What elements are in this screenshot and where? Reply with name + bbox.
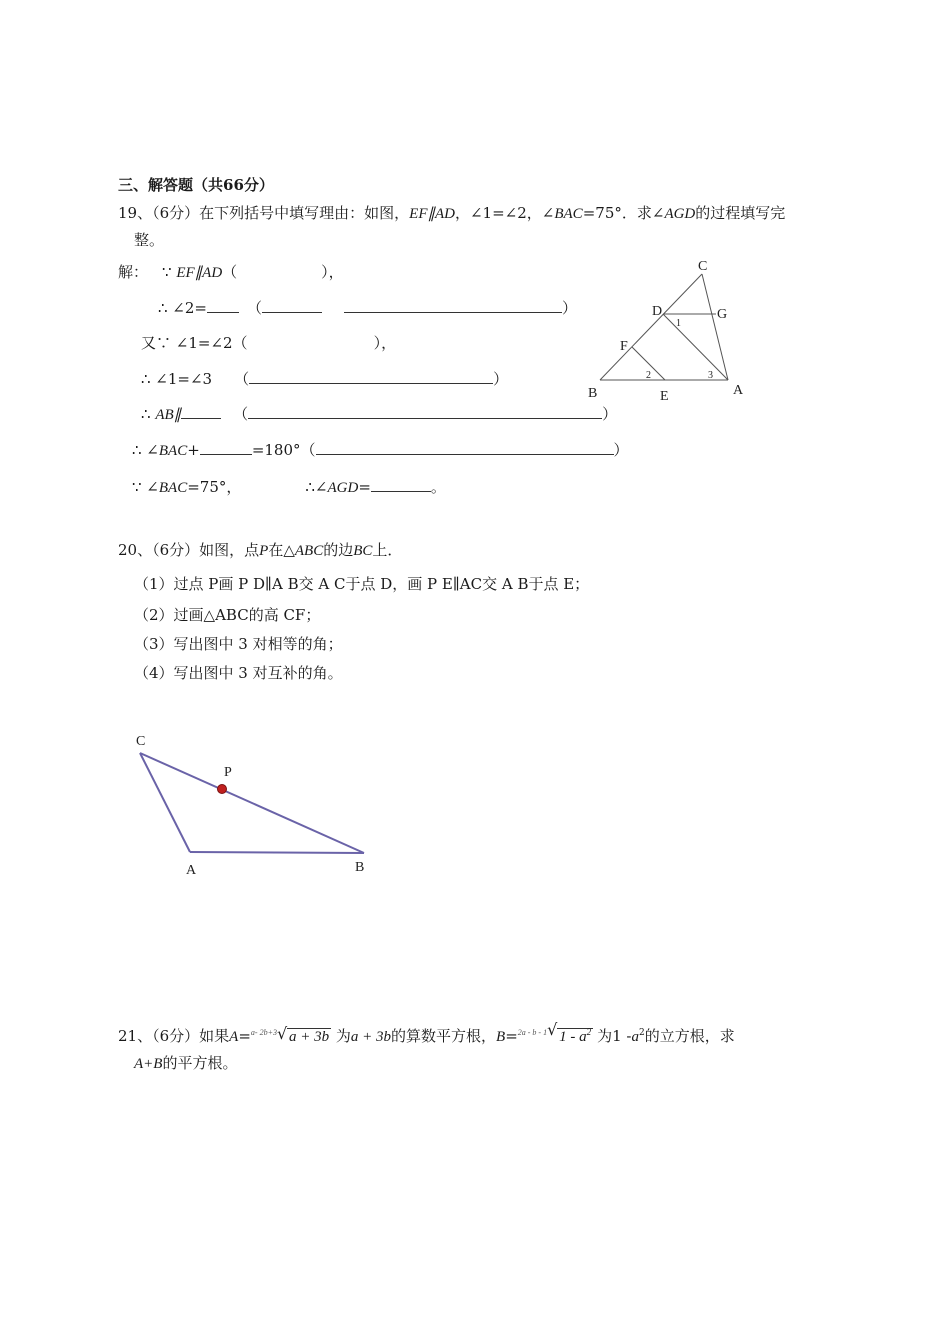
l5-ab-parallel: AB∥ <box>155 407 182 423</box>
l2-open-paren: （ <box>247 299 263 317</box>
label-e: E <box>660 389 669 404</box>
q20-stem-in: 在△ <box>268 541 295 559</box>
q21-eq1: = <box>238 1027 251 1045</box>
l3-close-paren: ）， <box>373 334 397 352</box>
l2-reason-blank-a[interactable] <box>262 298 322 313</box>
q20-stem-bc: BC <box>353 543 373 559</box>
q20-stem <box>118 540 402 561</box>
l6-reason-blank[interactable] <box>316 440 614 455</box>
q21-cube-root: 的立方根，求 <box>644 1027 735 1045</box>
q19-triangle-figure <box>580 252 760 408</box>
l2-text: ∴ ∠2= <box>158 299 207 317</box>
q20-item-4: （4）写出图中 3 对互补的角。 <box>134 664 343 682</box>
q20-score: （6分） <box>152 541 200 559</box>
q19-line3 <box>141 333 396 353</box>
side-ca <box>702 274 728 380</box>
q19-number: 19、 <box>118 204 153 222</box>
label-c: C <box>698 259 708 274</box>
q20-stem-on: 上． <box>372 541 403 559</box>
q21-b-var: B <box>496 1029 506 1045</box>
q21-radicand-1: a + 3b <box>288 1029 330 1045</box>
q21-score: （6分） <box>152 1027 200 1045</box>
q21-radical-index-2: 2a - b - 1 <box>517 1028 548 1037</box>
q21-a-3b: a + 3b <box>350 1029 391 1045</box>
label-p: P <box>224 765 232 780</box>
label-a: A <box>733 383 744 398</box>
q21-radical-1: √ a + 3b <box>276 1024 330 1045</box>
l1-open-paren: （ <box>222 263 238 281</box>
l7-equals: = <box>358 478 371 496</box>
point-p <box>218 785 227 794</box>
q19-line7 <box>132 477 446 498</box>
q19-line4 <box>141 369 508 389</box>
q19-stem-ef-ad: EF∥AD <box>409 206 455 222</box>
q20-item-2: （2）过画△ABC的高 CF； <box>134 606 321 624</box>
l4-close-paren: ） <box>493 370 509 388</box>
therefore-symbol: ∴ <box>141 405 156 423</box>
section-title: 三、解答题（共66分） <box>118 176 274 194</box>
side-ab <box>190 852 364 853</box>
l6-bac: BAC <box>158 443 188 459</box>
side-cb <box>140 753 364 853</box>
q21-a-plus-b: A+B <box>134 1056 163 1072</box>
l7-agd: AGD <box>327 480 359 496</box>
q19-stem-text: 在下列括号中填写理由：如图， <box>199 204 410 222</box>
q21-radical-index-1: a- 2b+3 <box>250 1028 277 1037</box>
q19-line2 <box>158 298 577 318</box>
label-d: D <box>652 304 663 319</box>
q21-if: 如果 <box>199 1027 230 1045</box>
q20-item-1: （1）过点 P画 P D∥A B交 A C于点 D，画 P E∥AC交 A B于点 E； <box>134 575 590 593</box>
l4-reason-blank[interactable] <box>249 369 493 384</box>
q21-radicand-2-exp: 2 <box>586 1027 592 1037</box>
q20-stem-p: P <box>259 543 269 559</box>
l5-answer-blank[interactable] <box>181 404 221 419</box>
q21-radicand-2: 1 - a <box>559 1029 587 1045</box>
q19-line5 <box>141 404 617 425</box>
q20-stem-text: 如图，点 <box>199 541 260 559</box>
q21-a2-exp: 2 <box>638 1028 645 1038</box>
q20-number: 20、 <box>118 541 153 559</box>
angle-label-3: 3 <box>708 370 713 381</box>
l4-open-paren: （ <box>234 370 250 388</box>
l2-answer-blank[interactable] <box>207 298 239 313</box>
q19-score: （6分） <box>152 204 200 222</box>
label-a: A <box>186 863 197 878</box>
label-g: G <box>717 307 728 322</box>
q21-number: 21、 <box>118 1027 153 1045</box>
label-c: C <box>136 734 146 749</box>
q19-stem-line2: 整。 <box>134 231 165 249</box>
l2-reason-blank-b[interactable] <box>344 298 562 313</box>
q19-stem-agd: AGD <box>664 206 696 222</box>
q19-line6 <box>132 440 629 461</box>
q21-arith-root: 的算数平方根， <box>391 1027 497 1045</box>
side-cb <box>600 274 702 380</box>
l7-bac: BAC <box>158 480 188 496</box>
label-b: B <box>355 860 365 875</box>
l7-75: =75°， <box>187 478 242 496</box>
q19-line1 <box>118 262 344 283</box>
l1-ef-ad: EF∥AD <box>176 265 223 281</box>
l7-because: ∵ ∠ <box>132 478 159 496</box>
l2-close-paren: ） <box>562 299 578 317</box>
q21-line1 <box>118 1022 735 1044</box>
q19-stem-75: =75°．求∠ <box>582 204 665 222</box>
l3-text: 又∵ ∠1=∠2（ <box>141 334 248 352</box>
angle-label-1: 1 <box>676 318 681 329</box>
solution-label: 解： <box>118 263 149 281</box>
l4-text: ∴ ∠1=∠3 <box>141 370 213 388</box>
l6-close-paren: ） <box>613 441 629 459</box>
l7-answer-blank[interactable] <box>371 477 431 492</box>
l6-plus: + <box>187 441 200 459</box>
q21-a-var: A <box>229 1029 239 1045</box>
q19-stem-bac: BAC <box>554 206 583 222</box>
l5-open-paren: （ <box>233 405 249 423</box>
q20-stem-side: 的边 <box>323 541 354 559</box>
q21-a2: a <box>631 1029 639 1045</box>
l1-close-paren: ）， <box>321 263 344 281</box>
l6-180: =180°（ <box>251 441 316 459</box>
label-b: B <box>588 386 598 401</box>
q21-radical-2: √ $1 - a^2$ <box>547 1020 592 1045</box>
l7-therefore: ∴∠ <box>305 478 328 496</box>
q21-sqrt-text: 的平方根。 <box>162 1054 238 1072</box>
q21-line2 <box>134 1053 237 1074</box>
q20-triangle-figure <box>126 720 386 890</box>
l5-reason-blank[interactable] <box>248 404 602 419</box>
l6-answer-blank[interactable] <box>200 440 252 455</box>
angle-label-2: 2 <box>646 370 651 381</box>
label-f: F <box>620 339 628 354</box>
l7-period: 。 <box>430 478 446 496</box>
q20-item-3: （3）写出图中 3 对相等的角； <box>134 635 343 653</box>
l6-therefore: ∴ ∠ <box>132 441 159 459</box>
q21-eq2: = <box>505 1027 518 1045</box>
q21-is-1-minus: 为1 - <box>597 1027 632 1045</box>
segment-da <box>663 314 728 380</box>
q20-stem-abc: ABC <box>294 543 324 559</box>
q19-stem-end: 的过程填写完 <box>695 204 786 222</box>
because-symbol: ∵ <box>162 263 177 281</box>
q19-stem <box>118 203 785 224</box>
q21-is: 为 <box>331 1027 351 1045</box>
q19-stem-angle: ，∠1=∠2，∠ <box>454 204 555 222</box>
side-ca <box>140 753 190 852</box>
l5-close-paren: ） <box>602 405 618 423</box>
